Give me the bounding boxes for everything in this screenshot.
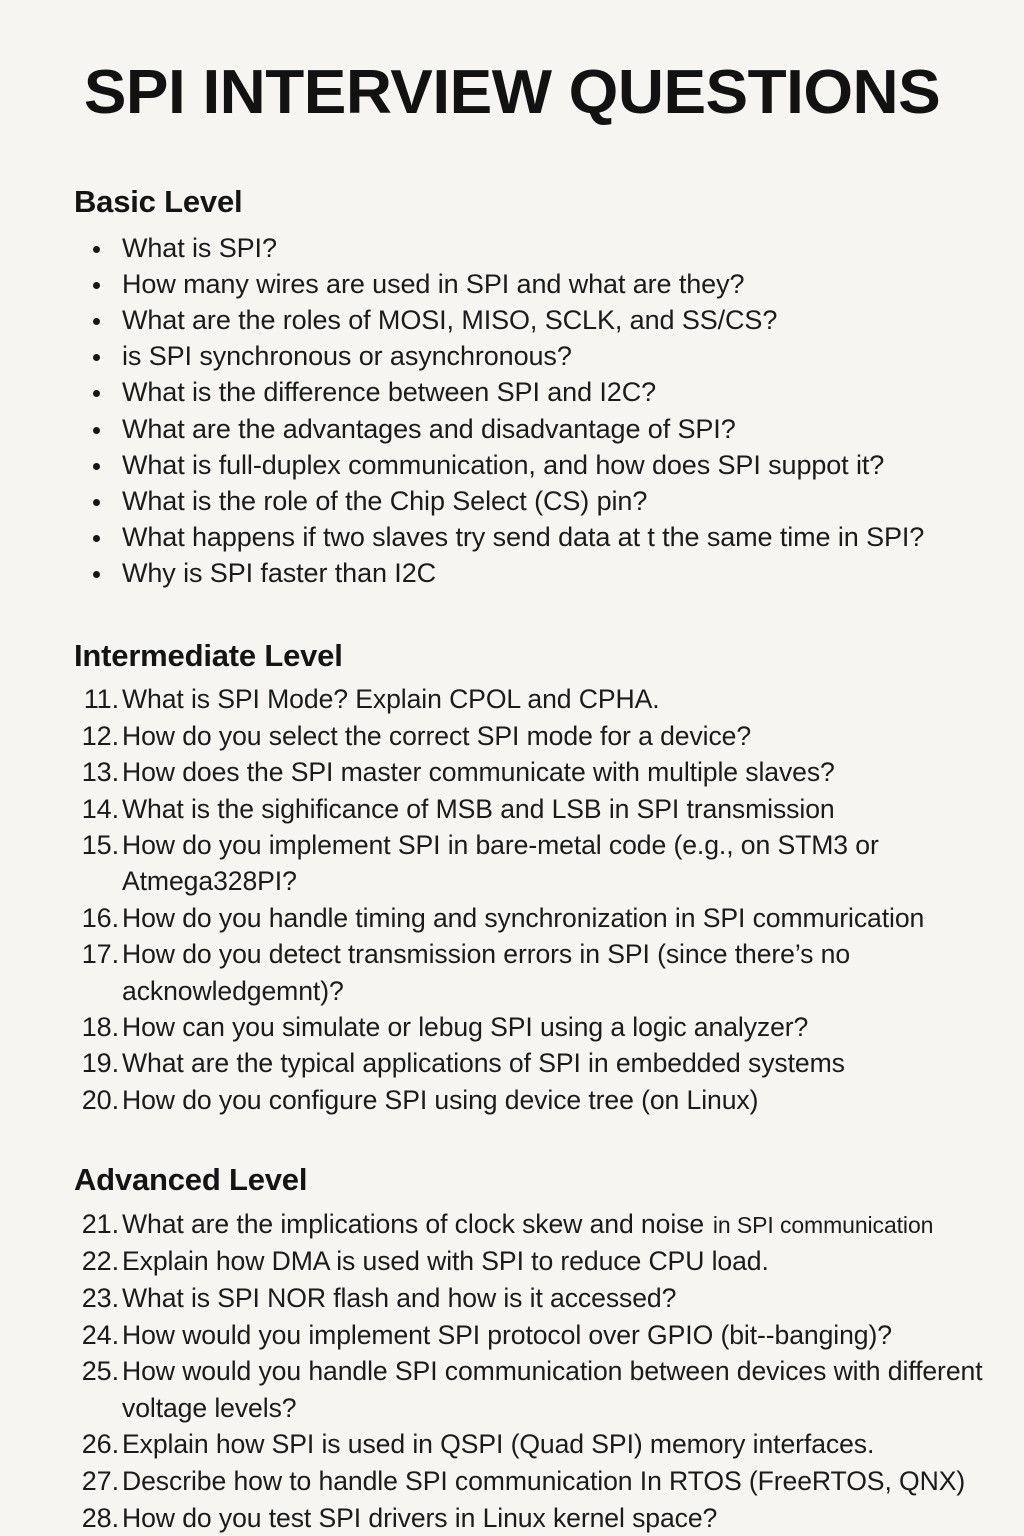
question-number: 24. <box>81 1319 119 1350</box>
question-text: is SPI synchronous or asynchronous? <box>122 341 572 372</box>
section-intermediate-level <box>0 638 1024 1119</box>
section-basic-level <box>0 184 1024 592</box>
question-text-main: Describe how to handle SPI communication In RTOS (FreeRTOS, QNX) <box>122 1465 966 1496</box>
question-text: What are the roles of MOSI, MISO, SCLK, and SS/CS? <box>122 305 778 336</box>
question-number: 11. <box>83 684 119 715</box>
question-text-main: How do you select the correct SPI mode for a device? <box>122 720 752 751</box>
question-item <box>74 338 996 374</box>
question-text <box>122 1353 996 1426</box>
question-text-main: How would you implement SPI protocol over GPIO (bit--banging)? <box>122 1319 892 1350</box>
question-text-main: What is SPI NOR flash and how is it accessed? <box>122 1283 677 1314</box>
question-text-main: How do you handle timing and synchronization in SPI commurication <box>122 902 925 933</box>
question-number: 15. <box>81 829 119 860</box>
question-item <box>74 555 996 591</box>
question-text: What are the advantages and disadvantage of SPI? <box>122 413 736 444</box>
question-item <box>74 1500 996 1536</box>
question-item <box>74 900 996 936</box>
section-heading-basic: Basic Level <box>74 184 243 219</box>
question-number: 16. <box>81 902 119 933</box>
question-text: What is the difference between SPI and I2C? <box>122 377 657 408</box>
question-item <box>74 411 996 447</box>
question-item <box>74 754 996 790</box>
question-item <box>74 936 996 1009</box>
question-text <box>122 827 996 900</box>
question-item <box>74 1463 996 1500</box>
question-text <box>122 936 996 1009</box>
question-text <box>122 791 996 827</box>
question-item <box>74 1353 996 1426</box>
question-item <box>74 791 996 827</box>
question-item <box>74 1426 996 1463</box>
question-text-main: How do you test SPI drivers in Linux kernel space? <box>122 1502 718 1533</box>
question-item <box>74 1009 996 1045</box>
question-text <box>122 1280 996 1317</box>
question-number: 27. <box>81 1465 119 1496</box>
question-number: 23. <box>81 1283 119 1314</box>
question-number: 13. <box>81 757 119 788</box>
question-item <box>74 1280 996 1317</box>
question-text <box>122 1243 996 1280</box>
question-text-main: What are the typical applications of SPI in embedded systems <box>122 1048 845 1079</box>
question-text <box>122 1463 996 1500</box>
question-item <box>74 1082 996 1118</box>
question-item <box>74 718 996 754</box>
question-text <box>122 1426 996 1463</box>
question-list-advanced <box>74 1206 996 1536</box>
section-advanced-level <box>0 1162 1024 1536</box>
question-number: 12. <box>81 720 119 751</box>
question-number: 21. <box>81 1208 119 1239</box>
question-number: 28. <box>81 1502 119 1533</box>
question-text-tail: in SPI communication <box>712 1211 934 1238</box>
question-item <box>74 447 996 483</box>
question-text <box>122 900 996 936</box>
question-text-main: How do you detect transmission errors in SPI (since there’s no acknowledgemnt)? <box>122 939 851 1006</box>
section-heading-advanced: Advanced Level <box>74 1162 308 1198</box>
question-text <box>122 1009 996 1045</box>
question-list-basic <box>74 230 996 592</box>
question-text-main: How can you simulate or lebug SPI using a logic analyzer? <box>122 1011 809 1042</box>
question-item <box>74 266 996 302</box>
question-text <box>122 754 996 790</box>
question-text <box>122 1045 996 1081</box>
question-number: 22. <box>81 1246 119 1277</box>
question-text <box>122 718 996 754</box>
question-text-main: How do you configure SPI using device tree (on Linux) <box>122 1084 759 1115</box>
question-text: What is the role of the Chip Select (CS) pin? <box>122 486 648 517</box>
section-heading-intermediate: Intermediate Level <box>74 637 343 673</box>
question-item <box>74 302 996 338</box>
question-item <box>74 230 996 266</box>
question-number: 26. <box>81 1429 119 1460</box>
question-text <box>122 1500 996 1536</box>
question-item <box>74 1206 996 1244</box>
question-text: What is full-duplex communication, and how does SPI suppot it? <box>122 449 885 480</box>
question-list-intermediate <box>74 681 996 1118</box>
question-number: 17. <box>81 939 119 970</box>
question-item <box>74 1045 996 1081</box>
question-text <box>122 681 996 717</box>
question-text <box>122 1206 996 1244</box>
question-item <box>74 827 996 900</box>
question-text-main: What are the implications of clock skew and noise <box>122 1208 705 1239</box>
question-text-main: How do you implement SPI in bare-metal code (e.g., on STM3 or Atmega328PI? <box>122 829 879 897</box>
question-text-main: What is SPI Mode? Explain CPOL and CPHA. <box>122 684 660 715</box>
question-number: 19. <box>81 1048 119 1079</box>
question-text: What is SPI? <box>122 232 277 263</box>
question-text <box>122 1082 996 1118</box>
question-item <box>74 681 996 717</box>
question-text-main: Explain how SPI is used in QSPI (Quad SPI) memory interfaces. <box>122 1429 875 1460</box>
question-item <box>74 1317 996 1354</box>
question-text-main: How does the SPI master communicate with multiple slaves? <box>122 757 835 788</box>
question-text-main: How would you handle SPI communication between devices with different voltage levels? <box>122 1356 983 1423</box>
question-item <box>74 1243 996 1280</box>
question-item <box>74 483 996 519</box>
question-number: 14. <box>81 793 119 824</box>
question-text: How many wires are used in SPI and what are they? <box>122 268 745 299</box>
question-text <box>122 1317 996 1354</box>
question-text: What happens if two slaves try send data at t the same time in SPI? <box>122 522 925 553</box>
question-item <box>74 519 996 555</box>
question-number: 20. <box>81 1084 119 1115</box>
question-number: 25. <box>81 1356 119 1387</box>
question-text: Why is SPI faster than I2C <box>122 558 437 589</box>
question-item <box>74 374 996 410</box>
question-number: 18. <box>81 1011 119 1042</box>
page-title: SPI INTERVIEW QUESTIONS <box>83 58 941 127</box>
question-text-main: What is the sighificance of MSB and LSB in SPI transmission <box>122 793 835 824</box>
question-text-main: Explain how DMA is used with SPI to reduce CPU load. <box>122 1246 769 1277</box>
